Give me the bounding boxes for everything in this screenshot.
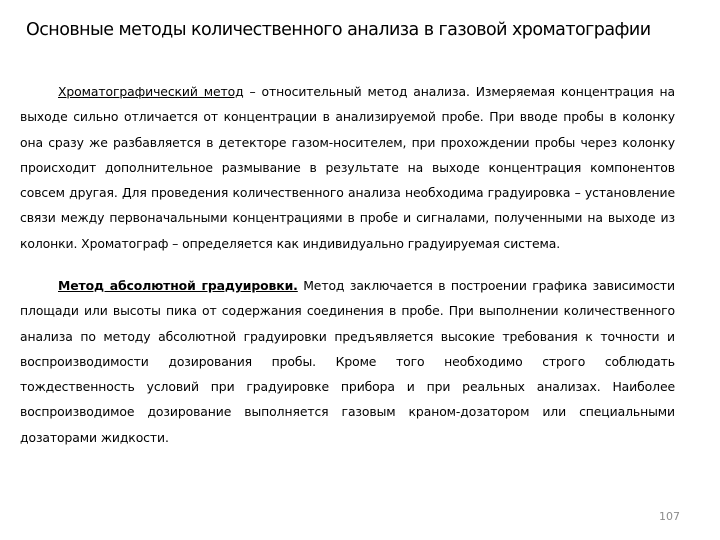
paragraph-absolute-calibration <box>20 273 675 450</box>
paragraph-chromatographic-method <box>20 79 675 256</box>
paragraph-1-text: – относительный метод анализа. Измеряемая концентрация на выходе сильно отличается от концентрации в анализируемой пробе. При вводе пробы в колонку она сразу же разбавляется в детекторе газом-носителем, при прохождении пробы через колонку происходит дополнительное размывание в результате на выходе концентрация компонентов совсем другая. Для проведения количественного анализа необходима градуировка – установление связи между первоначальными концентрациями в пробе и сигналами, полученными на выходе из колонки. Хроматограф – определяется как индивидуально градуируемая система. <box>20 84 675 251</box>
term-chromatographic-method: Хроматографический метод <box>58 84 244 99</box>
term-absolute-calibration: Метод абсолютной градуировки. <box>58 278 298 293</box>
paragraph-2-text: Метод заключается в построении графика зависимости площади или высоты пика от содержания соединения в пробе. При выполнении количественного анализа по методу абсолютной градуировки предъявляется высокие требования к точности и воспроизводимости дозирования пробы. Кроме того необходимо строго соблюдать тождественность условий при градуировке прибора и при реальных анализах. Наиболее воспроизводимое дозирование выполняется газовым краном-дозатором или специальными дозаторами жидкости. <box>20 278 675 445</box>
page-number: 107 <box>659 510 680 523</box>
slide-title: Основные методы количественного анализа в газовой хроматографии <box>26 20 651 40</box>
